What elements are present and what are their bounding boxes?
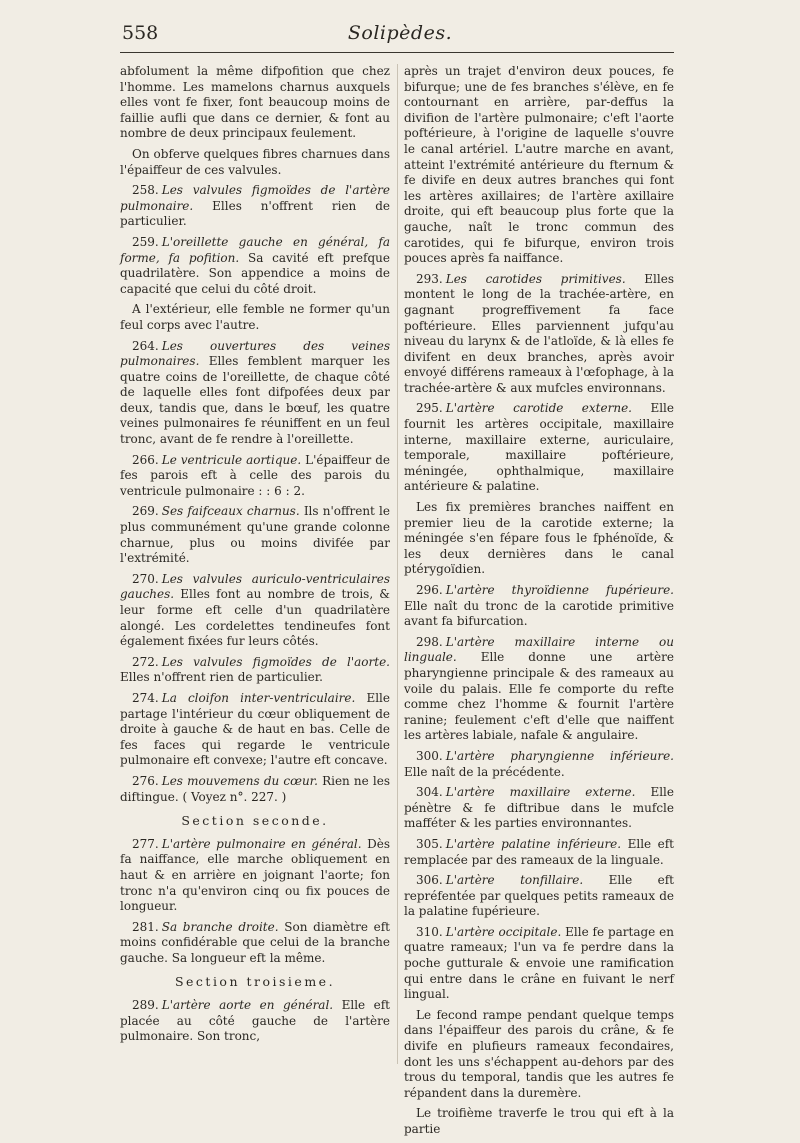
section-heading: Section troisieme. [174, 974, 336, 990]
left-paragraph [120, 147, 390, 178]
left-paragraph [120, 572, 390, 650]
paragraph-text: après un trajet d'environ deux pouces, fe bifurque; une de fes branches s'élève, en fe contournant en arrière, par-deffus la divifion de l'artère pulmonaire; c'eft l'aorte poftérieure, à l'origine de laquelle s'ouvre le canal artériel. L'autre marche en avant, atteint l'extrémité antérieure du fternum & fe divife en deux autres branches qui font les artères axillaires; de l'artère axillaire droite, qui eft beaucoup plus forte que la gauche, naît le tronc commun des carotides, qui fe bifurque, environ trois pouces après fa naiffance. [404, 64, 674, 266]
left-paragraph [120, 302, 390, 333]
left-paragraph [120, 774, 390, 805]
paragraph-number: 296. [416, 583, 443, 597]
paragraph-title: L'artère carotide externe. [445, 401, 632, 416]
paragraph-text: L'épaiffeur de fes parois eft à celle des parois du ventricule pulmonaire : : 6 : 2. [120, 452, 390, 498]
paragraph-number: 281. [132, 919, 159, 934]
paragraph-title: Le ventricule aortique. [161, 452, 302, 467]
paragraph-number: 289. [132, 998, 159, 1013]
paragraph-text: Elle naît du tronc de la carotide primitive avant fa bifurcation. [404, 598, 674, 629]
paragraph-number: 306. [416, 873, 443, 888]
paragraph-text: A l'extérieur, elle femble ne former qu'un feul corps avec l'autre. [120, 302, 390, 332]
right-paragraph [404, 272, 674, 397]
paragraph-title: L'artère aorte en général. [161, 998, 334, 1013]
paragraph-number: 274. [132, 690, 159, 705]
right-paragraph [404, 583, 674, 630]
paragraph-number: 293. [416, 271, 443, 286]
paragraph-number: 272. [132, 654, 159, 669]
paragraph-text: Ils n'offrent le plus communément qu'une grande colonne charnue, plus ou moins divifée par l'extrémité. [120, 504, 390, 566]
paragraph-title: L'artère maxillaire interne ou linguale. [404, 634, 674, 665]
column-divider [397, 64, 398, 1064]
left-paragraph [120, 837, 390, 915]
left-paragraph [120, 998, 390, 1045]
paragraph-number: 310. [416, 924, 443, 939]
paragraph-number: 295. [416, 401, 443, 416]
paragraph-number: 300. [416, 748, 443, 763]
paragraph-text: Elle eft placée au côté gauche de l'artère pulmonaire. Son tronc, [120, 998, 390, 1044]
paragraph-text: Elle pénètre & fe diftribue dans le mufcle mafféter & les parties environnantes. [404, 785, 674, 831]
paragraph-text: Les fix premières branches naiffent en premier lieu de la carotide externe; la méningée s'en fépare fous le fphénoïde, & les deux dernières dans le canal ptérygoïdien. [404, 500, 674, 577]
page-header [0, 22, 800, 62]
paragraph-title: L'oreillette gauche en général, fa forme, fa pofition. [120, 234, 390, 265]
header-rule [120, 52, 674, 53]
paragraph-title: L'artère palatine inférieure. [445, 836, 622, 851]
right-paragraph [404, 1106, 674, 1137]
paragraph-title: Les ouvertures des veines pulmonaires. [120, 338, 390, 369]
right-paragraph [404, 749, 674, 780]
paragraph-text: Rien ne les diftingue. ( Voyez n°. 227. ) [120, 773, 390, 804]
right-paragraph [404, 785, 674, 832]
paragraph-text: Elles n'offrent rien de particulier. [120, 198, 390, 229]
left-paragraph [120, 691, 390, 769]
paragraph-title: Sa branche droite. [161, 919, 279, 934]
paragraph-text: On obferve quelques fibres charnues dans l'épaiffeur de ces valvules. [120, 146, 390, 177]
right-paragraph [404, 873, 674, 920]
paragraph-text: Elle eft repréfentée par quelques petits rameaux de la palatine fupérieure. [404, 873, 674, 919]
left-paragraph [120, 655, 390, 686]
paragraph-text: Le fecond rampe pendant quelque temps dans l'épaiffeur des parois du crâne, & fe divife en plufieurs rameaux fecondaires, dont les uns s'échappent au-dehors par des trous du temporal, tandis que les autres fe répandent dans la duremère. [404, 1007, 674, 1100]
paragraph-number: 298. [416, 634, 443, 649]
paragraph-text: Elle partage l'intérieur du cœur obliquement de droite à gauche & de haut en bas. Celle de fes faces qui regarde le ventricule pulmonaire eft convexe; l'autre eft concave. [120, 690, 390, 768]
left-column [120, 64, 390, 1050]
paragraph-title: Les valvules auriculo-ventriculaires gauches. [120, 571, 390, 602]
left-paragraph [120, 504, 390, 566]
paragraph-text: Sa cavité eft prefque quadrilatère. Son appendice a moins de capacité que celui du côté droit. [120, 250, 390, 296]
paragraph-text: Elle fe partage en quatre rameaux; l'un va fe perdre dans la poche gutturale & envoie une ramification qui entre dans le crâne en fuivant le nerf lingual. [404, 924, 674, 1002]
right-paragraph [404, 500, 674, 578]
paragraph-title: La cloifon inter-ventriculaire. [161, 690, 356, 705]
paragraph-title: L'artère occipitale. [445, 924, 562, 939]
left-paragraph [120, 920, 390, 967]
paragraph-text: Elles femblent marquer les quatre coins de l'oreillette, de chaque côté de laquelle elles font difpofées deux par deux, tandis que, dans le bœuf, les quatre veines pulmonaires fe réuniffent en un feul tronc, avant de fe rendre à l'oreillette. [120, 354, 390, 447]
left-paragraph [120, 235, 390, 297]
running-title: Solipèdes. [347, 22, 453, 44]
paragraph-title: Les mouvemens du cœur. [161, 773, 318, 788]
paragraph-number: 258. [132, 183, 159, 198]
paragraph-text: Elle donne une artère pharyngienne principale & des rameaux au voile du palais. Elle fe comporte du refte comme chez l'homme & fournit l'artère ranine; feulement c'eft d'elle que naiffent les artères labiale, nafale & angulaire. [404, 650, 674, 743]
paragraph-text: Elles font au nombre de trois, & leur forme eft celle d'un quadrilatère alongé. Les cordelettes tendineufes font également fixées fur leurs côtés. [120, 587, 390, 649]
paragraph-title: Les valvules figmoïdes de l'aorte. [161, 654, 390, 669]
left-paragraph [120, 183, 390, 230]
paragraph-number: 264. [132, 338, 159, 353]
paragraph-number: 277. [132, 836, 159, 851]
paragraph-number: 304. [416, 785, 443, 800]
paragraph-number: 266. [132, 452, 159, 467]
paragraph-title: L'artère thyroïdienne fupérieure. [445, 583, 674, 597]
paragraph-number: 269. [132, 504, 159, 519]
paragraph-number: 305. [416, 836, 443, 851]
paragraph-title: L'artère tonfillaire. [445, 873, 584, 888]
paragraph-text: Son diamètre eft moins confidérable que celui de la branche gauche. Sa longueur eft la même. [120, 919, 391, 965]
page-number: 558 [122, 22, 159, 44]
right-paragraph [404, 925, 674, 1003]
right-paragraph [404, 64, 674, 267]
paragraph-title: Les valvules figmoïdes de l'artère pulmonaire. [120, 183, 390, 213]
paragraph-text: Le troifième traverfe le trou qui eft à la partie [404, 1106, 674, 1136]
paragraph-number: 259. [132, 234, 159, 249]
left-paragraph [120, 453, 390, 500]
paragraph-text: Elle eft remplacée par des rameaux de la linguale. [404, 836, 674, 867]
paragraph-text: Dès fa naiffance, elle marche obliquement en haut & en arrière en joignant l'aorte; fon tronc n'a qu'environ cinq ou fix pouces de longueur. [120, 836, 390, 914]
left-paragraph [120, 339, 390, 448]
right-paragraph [404, 837, 674, 868]
right-paragraph [404, 1008, 674, 1102]
paragraph-title: L'artère pulmonaire en général. [161, 836, 362, 851]
left-paragraph [120, 64, 390, 142]
paragraph-number: 276. [132, 773, 159, 788]
paragraph-text: Elles n'offrent rien de particulier. [120, 670, 323, 685]
right-column [404, 64, 674, 1143]
paragraph-text: Elles montent le long de la trachée-artère, en gagnant progreffivement fa face poftérieure. Elles parviennent jufqu'au niveau du larynx & de l'atloïde, & là elles fe divifent en deux branches, après avoir envoyé différens rameaux à l'œfophage, à la trachée-artère & aux mufcles environnans. [404, 271, 674, 395]
paragraph-title: Ses faifceaux charnus. [161, 504, 300, 519]
paragraph-number: 270. [132, 571, 159, 586]
paragraph-title: Les carotides primitives. [445, 271, 626, 286]
right-paragraph [404, 401, 674, 495]
right-paragraph [404, 635, 674, 744]
paragraph-title: L'artère maxillaire externe. [445, 785, 636, 800]
paragraph-text: Elle fournit les artères occipitale, maxillaire interne, maxillaire externe, auriculaire, temporale, maxillaire poftérieure, méningée, ophthalmique, maxillaire antérieure & palatine. [404, 401, 674, 494]
paragraph-text: abfolument la même difpofition que chez l'homme. Les mamelons charnus auxquels elles vont fe fixer, font beaucoup moins de faillie aufli que dans ce dernier, & font au nombre de deux principaux feulement. [120, 64, 390, 141]
section-heading: Section seconde. [181, 813, 329, 829]
paragraph-title: L'artère pharyngienne inférieure. [445, 748, 674, 763]
paragraph-text: Elle naît de la précédente. [404, 764, 565, 779]
